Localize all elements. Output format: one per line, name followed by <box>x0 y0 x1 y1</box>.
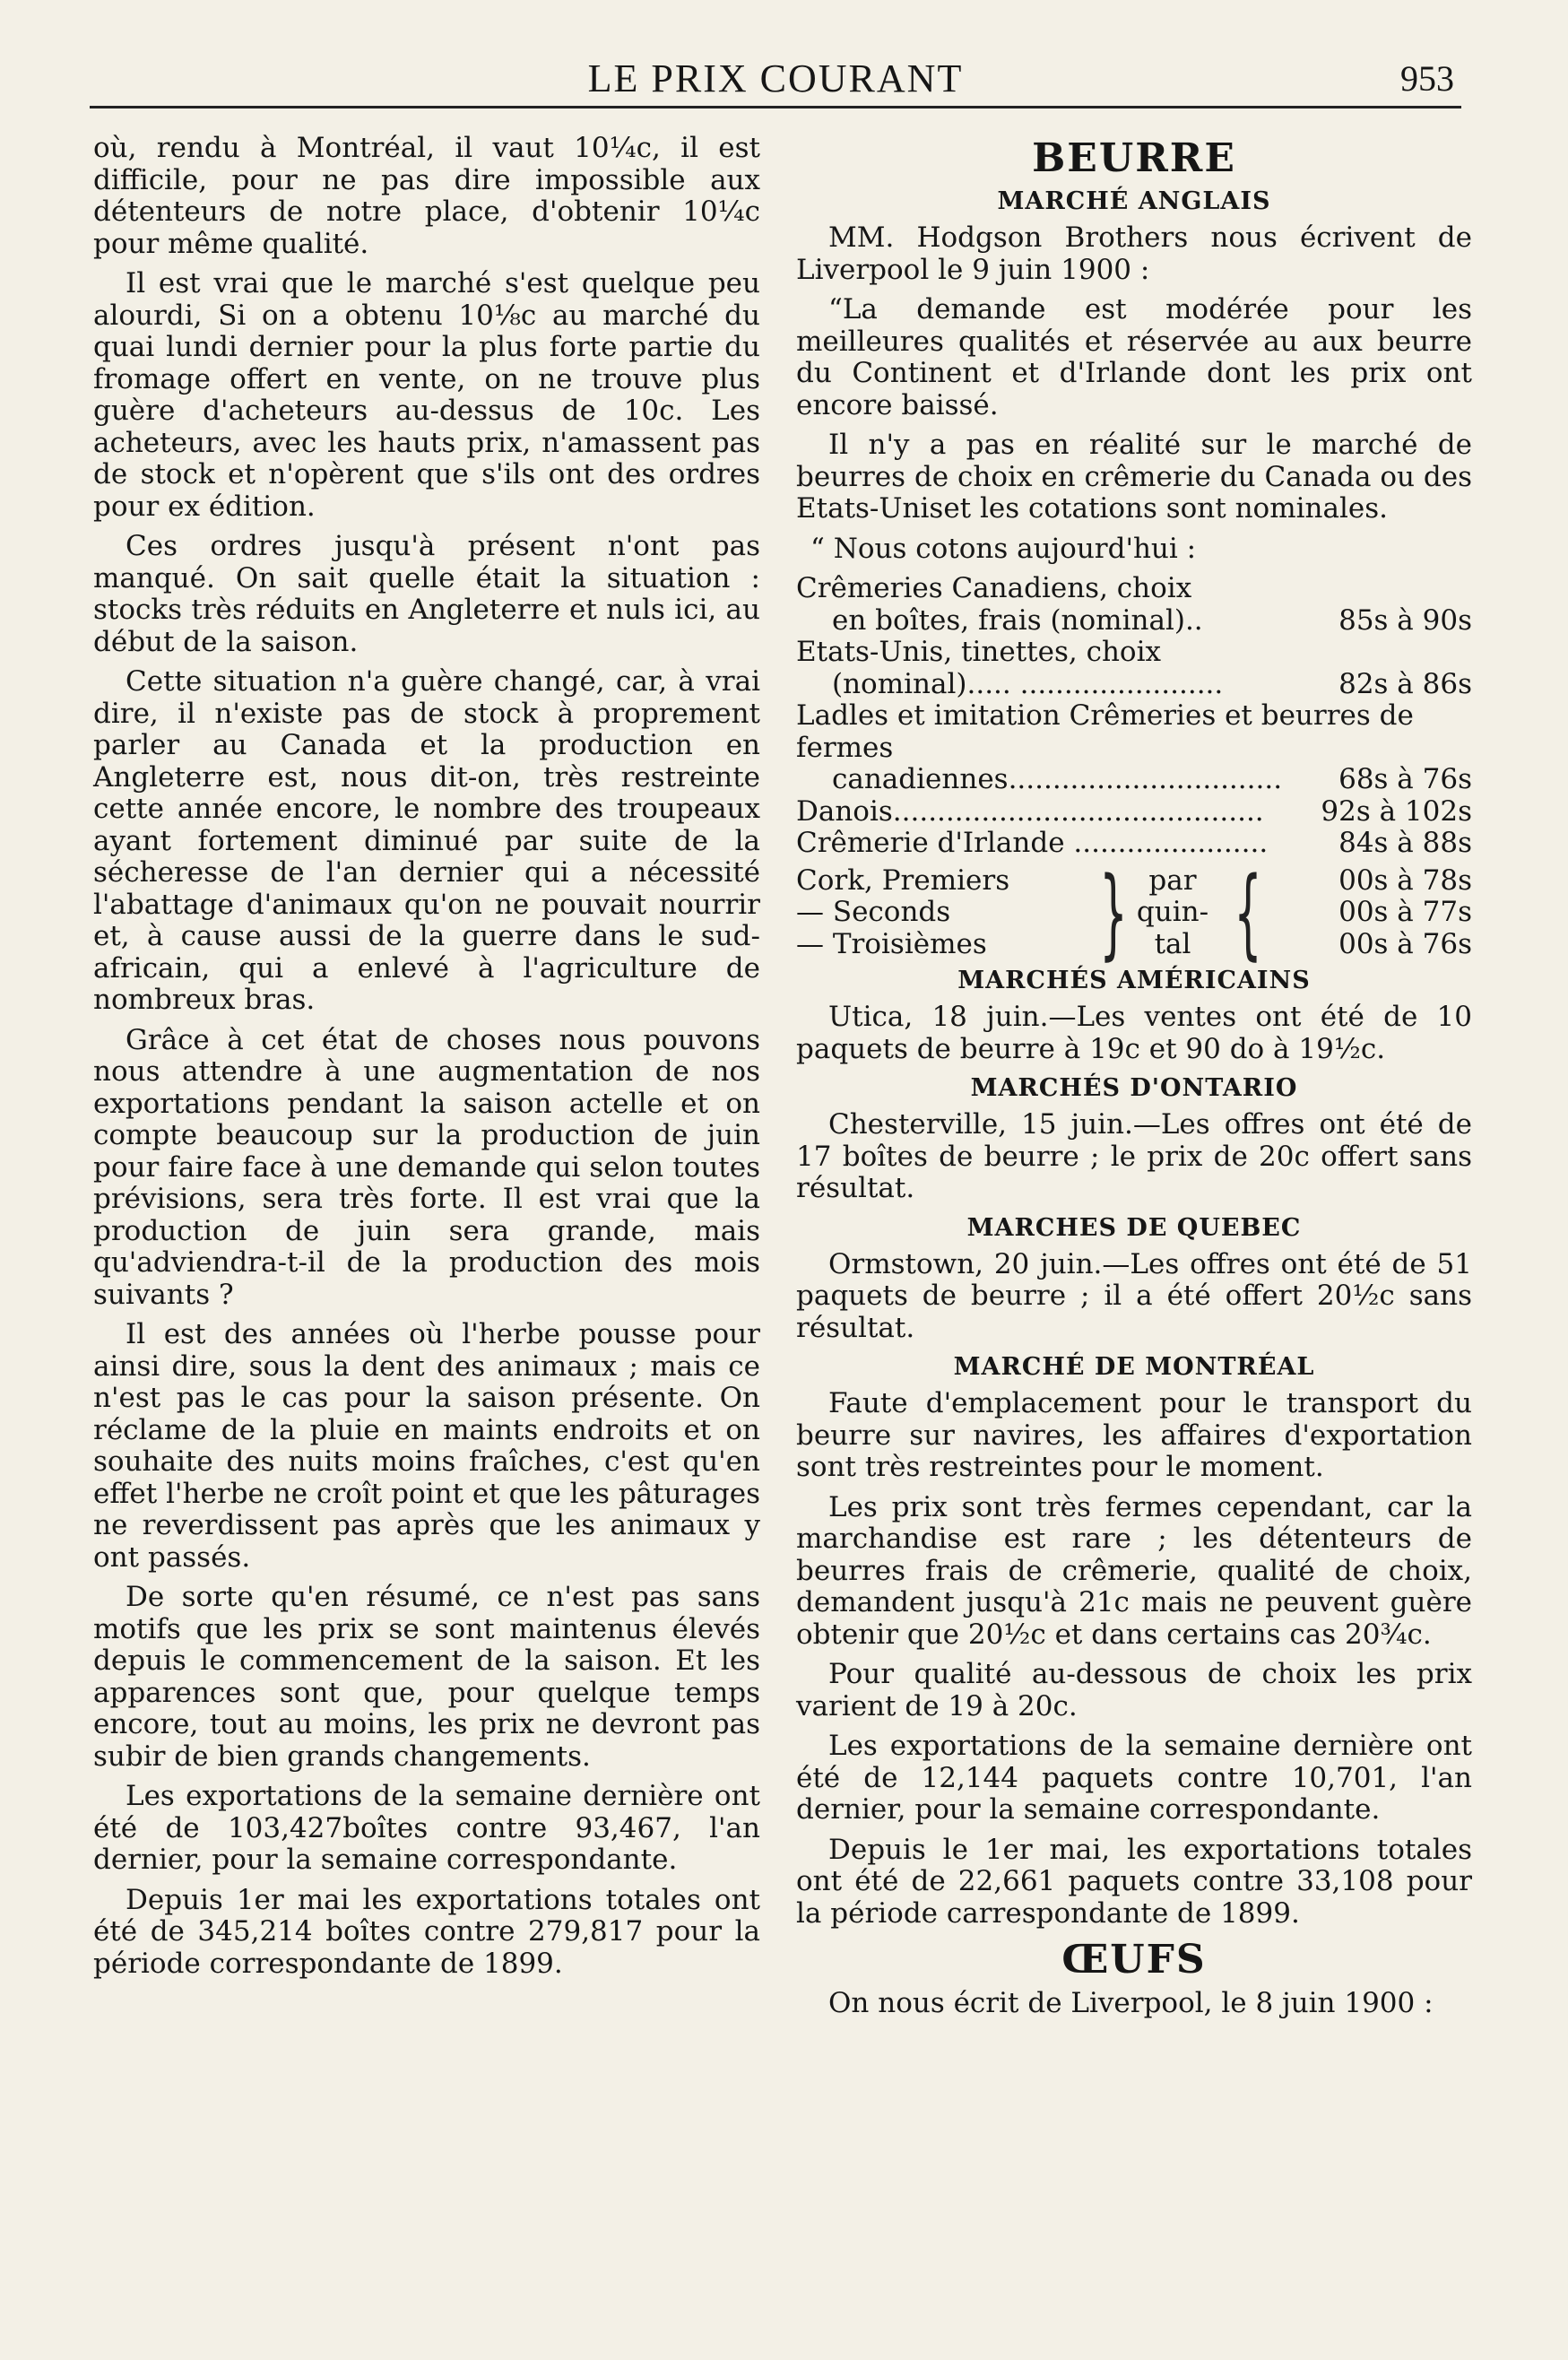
price-value: 00s à 78s <box>1338 863 1472 897</box>
section-heading-oeufs: ŒUFS <box>1061 1937 1207 1983</box>
paragraph: Depuis le 1er mai, les exportations totales ont été de 22,661 paquets contre 33,108 pour la période carrespondante de 1899. <box>796 1833 1472 1930</box>
paragraph: où, rendu à Montréal, il vaut 10¼c, il est difficile, pour ne pas dire impossible aux détenteurs de notre place, d'obtenir 10¼c pour même qualité. <box>93 132 760 260</box>
page-number: 953 <box>1400 58 1454 99</box>
paragraph: On nous écrit de Liverpool, le 8 juin 1900 : <box>828 1987 1434 2019</box>
paragraph: Depuis 1er mai les exportations totales ont été de 345,214 boîtes contre 279,817 pour la période correspondante de 1899. <box>93 1883 760 1980</box>
price-value: 84s à 88s <box>1338 827 1472 859</box>
price-value: 82s à 86s <box>1338 667 1472 700</box>
paragraph: Les prix sont très fermes cependant, car la marchandise est rare ; les détenteurs de beurres frais de crêmerie, qualité de choix, demandent jusqu'à 21c mais ne peuvent guère obtenir que 20½c et dans certains cas 20¾c. <box>796 1490 1472 1651</box>
price-table <box>796 573 1472 860</box>
right-brace-icon: } <box>1099 855 1128 970</box>
cork-name: — Seconds <box>796 896 951 928</box>
cork-name: — Troisièmes <box>796 927 987 960</box>
paragraph: MM. Hodgson Brothers nous écrivent de Liverpool le 9 juin 1900 : <box>796 221 1472 286</box>
paragraph: Il n'y a pas en réalité sur le marché de beurres de choix en crêmerie du Canada ou des Etats-Uniset les cotations sont nominales. <box>796 429 1472 525</box>
subheading-marches-ontario: MARCHÉS D'ONTARIO <box>970 1074 1298 1102</box>
price-item-label: Danois.......................................... <box>796 794 1264 828</box>
paragraph: Il est vrai que le marché s'est quelque peu alourdi, Si on a obtenu 10⅛c au marché du quai lundi dernier pour la plus forte partie du fromage offert en vente, on ne trouve plus guère d'acheteurs au-dessus de 10c. Les acheteurs, avec les hauts prix, n'amassent pas de stock et n'opèrent que s'ils ont des ordres pour ex édition. <box>93 267 760 523</box>
paragraph: “La demande est modérée pour les meilleures qualités et réservée au aux beurre du Continent et d'Irlande dont les prix ont encore baissé. <box>796 293 1472 421</box>
section-heading-beurre: BEURRE <box>1032 135 1236 181</box>
table-row <box>796 828 1472 860</box>
subheading-marches-quebec: MARCHES DE QUEBEC <box>966 1213 1302 1242</box>
paragraph: Les exportations de la semaine dernière ont été de 12,144 paquets contre 10,701, l'an dernier, pour la semaine correspondante. <box>796 1730 1472 1826</box>
price-value: 00s à 76s <box>1338 927 1472 960</box>
price-item-label: en boîtes, frais (nominal).. <box>832 603 1203 637</box>
price-item-label: Crêmeries Canadiens, choix <box>796 572 1192 604</box>
table-row <box>796 796 1472 829</box>
price-value: 00s à 77s <box>1338 896 1472 928</box>
page-header <box>90 52 1461 108</box>
table-row <box>796 637 1472 669</box>
paragraph: Pour qualité au-dessous de choix les prix varient de 19 à 20c. <box>796 1658 1472 1722</box>
left-column <box>93 133 760 1988</box>
price-item-label: canadiennes............................... <box>832 763 1283 795</box>
left-brace-icon: { <box>1234 855 1262 970</box>
price-value: 85s à 90s <box>1338 603 1472 637</box>
paragraph: Chesterville, 15 juin.—Les offres ont été de 17 boîtes de beurre ; le prix de 20c offert sans résultat. <box>796 1108 1472 1204</box>
cork-names <box>796 865 1092 961</box>
paragraph: Utica, 18 juin.—Les ventes ont été de 10 paquets de beurre à 19c et 90 do à 19½c. <box>796 1001 1472 1065</box>
unit-word: par <box>1148 863 1197 897</box>
table-row <box>796 764 1472 796</box>
paragraph: De sorte qu'en résumé, ce n'est pas sans motifs que les prix se sont maintenus élevés depuis le commencement de la saison. Et les apparences sont que, pour quelque temps encore, tout au moins, les prix ne devront pas subir de bien grands changements. <box>93 1581 760 1773</box>
paragraph: “ Nous cotons aujourd'hui : <box>810 532 1197 565</box>
unit-word: tal <box>1154 927 1191 960</box>
cork-name: Cork, Premiers <box>796 863 1010 897</box>
table-row <box>796 700 1472 764</box>
paragraph: Il est des années où l'herbe pousse pour ainsi dire, sous la dent des animaux ; mais ce n'est pas le cas pour la saison présente. On réclame de la pluie en maints endroits et on souhaite des nuits moins fraîches, c'est qu'en effet l'herbe ne croît point et que les pâturages ne reverdissent pas après que les animaux y ont passés. <box>93 1318 760 1574</box>
subheading-marche-anglais: MARCHÉ ANGLAIS <box>997 187 1271 215</box>
paragraph: Faute d'emplacement pour le transport du beurre sur navires, les affaires d'exportation sont très restreintes pour le moment. <box>796 1387 1472 1483</box>
unit-word: quin- <box>1136 896 1209 928</box>
paragraph: Cette situation n'a guère changé, car, à vrai dire, il n'existe pas de stock à proprement parler au Canada et la production en Angleterre est, nous dit-on, très restreinte cette année encore, le nombre des troupeaux ayant fortement diminué par suite de la sécheresse de l'an dernier qui a nécessité l'abattage d'animaux qu'on ne pouvait nourrir et, à cause aussi de la guerre dans le sud-africain, qui a enlevé à l'agriculture de nombreux bras. <box>93 665 760 1016</box>
price-value: 68s à 76s <box>1338 763 1472 795</box>
subheading-marche-montreal: MARCHÉ DE MONTRÉAL <box>953 1353 1315 1381</box>
table-row <box>796 669 1472 701</box>
table-row <box>796 573 1472 605</box>
cork-prices <box>1253 865 1472 961</box>
paragraph: Grâce à cet état de choses nous pouvons nous attendre à une augmentation de nos exportations pendant la saison actelle et on compte beaucoup sur la production de juin pour faire face à une demande qui selon toutes prévisions, sera très forte. Il est vrai que la production de juin sera grande, mais qu'adviendra-t-il de la production des mois suivants ? <box>93 1023 760 1311</box>
paragraph: Les exportations de la semaine dernière ont été de 103,427boîtes contre 93,467, l'an dernier, pour la semaine correspondante. <box>93 1780 760 1876</box>
price-item-label: Crêmerie d'Irlande ...................... <box>796 827 1269 859</box>
cork-unit <box>1119 865 1226 961</box>
paragraph: Ces ordres jusqu'à présent n'ont pas manqué. On sait quelle était la situation : stocks très réduits en Angleterre et nuls ici, au début de la saison. <box>93 530 760 658</box>
right-column <box>796 133 1472 2028</box>
table-row <box>796 605 1472 638</box>
subheading-marches-americains: MARCHÉS AMÉRICAINS <box>957 967 1311 994</box>
cork-price-group <box>796 855 1472 970</box>
price-item-label: Ladles et imitation Crêmeries et beurres de fermes <box>796 699 1414 764</box>
price-value: 92s à 102s <box>1321 794 1472 828</box>
journal-title: LE PRIX COURANT <box>587 56 964 100</box>
price-item-label: (nominal)..... ....................... <box>832 667 1224 700</box>
paragraph: Ormstown, 20 juin.—Les offres ont été de 51 paquets de beurre ; il a été offert 20½c sans résultat. <box>796 1247 1472 1344</box>
price-item-label: Etats-Unis, tinettes, choix <box>796 636 1161 668</box>
